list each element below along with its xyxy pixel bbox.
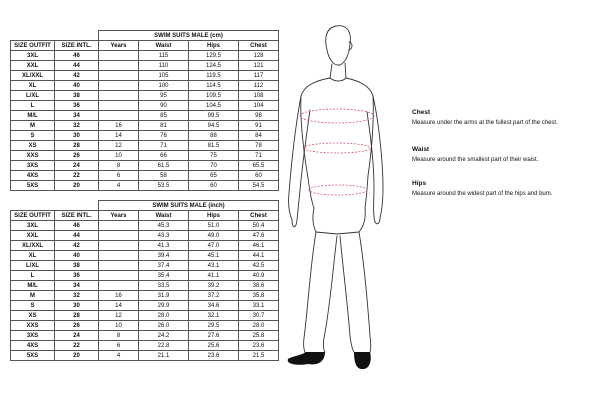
hips-cell: 124.5 <box>189 61 239 71</box>
table-row <box>11 321 279 331</box>
table-row <box>11 61 279 71</box>
waist-cell: 31.9 <box>139 291 189 301</box>
hips-cell: 34.6 <box>189 301 239 311</box>
years-cell: 12 <box>99 311 139 321</box>
size-outfit-cell: 4XS <box>11 341 55 351</box>
column-header: SIZE INTL. <box>55 211 99 221</box>
size-intl-cell: 36 <box>55 101 99 111</box>
hips-cell: 60 <box>189 181 239 191</box>
chest-note-text: Measure under the arms at the fullest part of the chest. <box>412 120 558 126</box>
size-intl-cell: 28 <box>55 311 99 321</box>
size-intl-cell: 24 <box>55 331 99 341</box>
table-header-row <box>11 211 279 221</box>
column-header: Waist <box>139 211 189 221</box>
hips-cell: 32.1 <box>189 311 239 321</box>
waist-cell: 61.5 <box>139 161 189 171</box>
blank-cell <box>55 31 99 41</box>
years-cell: 16 <box>99 291 139 301</box>
hips-cell: 43.1 <box>189 261 239 271</box>
column-header: Chest <box>239 211 279 221</box>
size-intl-cell: 42 <box>55 71 99 81</box>
size-outfit-cell: XL <box>11 81 55 91</box>
chest-note <box>412 109 597 127</box>
table-row <box>11 71 279 81</box>
hips-cell: 99.5 <box>189 111 239 121</box>
chest-cell: 117 <box>239 71 279 81</box>
hips-note-text: Measure around the widest part of the hips and bum. <box>412 191 553 197</box>
chest-cell: 78 <box>239 141 279 151</box>
chest-cell: 46.1 <box>239 241 279 251</box>
size-intl-cell: 20 <box>55 351 99 361</box>
waist-cell: 53.5 <box>139 181 189 191</box>
table-row <box>11 311 279 321</box>
table-row <box>11 331 279 341</box>
hips-cell: 39.2 <box>189 281 239 291</box>
table-row <box>11 101 279 111</box>
waist-note-text: Measure around the smallest part of their waist. <box>412 157 539 163</box>
size-intl-cell: 34 <box>55 281 99 291</box>
size-intl-cell: 22 <box>55 341 99 351</box>
hips-cell: 29.5 <box>189 321 239 331</box>
size-intl-cell: 22 <box>55 171 99 181</box>
chest-cell: 128 <box>239 51 279 61</box>
table-row <box>11 231 279 241</box>
size-intl-cell: 44 <box>55 61 99 71</box>
chest-cell: 65.5 <box>239 161 279 171</box>
column-header: Hips <box>189 211 239 221</box>
size-outfit-cell: 4XS <box>11 171 55 181</box>
size-outfit-cell: S <box>11 301 55 311</box>
chest-cell: 33.1 <box>239 301 279 311</box>
waist-cell: 76 <box>139 131 189 141</box>
waist-cell: 85 <box>139 111 189 121</box>
size-intl-cell: 36 <box>55 271 99 281</box>
size-outfit-cell: XS <box>11 311 55 321</box>
chest-cell: 42.5 <box>239 261 279 271</box>
male-body-outline-icon <box>270 18 406 380</box>
years-cell: 4 <box>99 351 139 361</box>
table-header-row <box>11 41 279 51</box>
size-intl-cell: 32 <box>55 291 99 301</box>
chest-cell: 47.6 <box>239 231 279 241</box>
chest-cell: 40.9 <box>239 271 279 281</box>
chest-cell: 25.8 <box>239 331 279 341</box>
chest-note-title: Chest <box>412 109 431 116</box>
size-intl-cell: 40 <box>55 251 99 261</box>
years-cell <box>99 111 139 121</box>
years-cell: 10 <box>99 151 139 161</box>
table-row <box>11 151 279 161</box>
table-row <box>11 181 279 191</box>
waist-cell: 29.9 <box>139 301 189 311</box>
waist-cell: 22.8 <box>139 341 189 351</box>
years-cell <box>99 241 139 251</box>
chest-cell: 44.1 <box>239 251 279 261</box>
waist-cell: 26.0 <box>139 321 189 331</box>
hips-cell: 75 <box>189 151 239 161</box>
size-intl-cell: 26 <box>55 321 99 331</box>
chest-cell: 35.8 <box>239 291 279 301</box>
waist-note-title: Waist <box>412 146 430 153</box>
size-outfit-cell: M <box>11 121 55 131</box>
hips-cell: 25.6 <box>189 341 239 351</box>
years-cell <box>99 221 139 231</box>
table-title: SWIM SUITS MALE (inch) <box>99 201 279 211</box>
chest-cell: 112 <box>239 81 279 91</box>
column-header: SIZE OUTFIT <box>11 211 55 221</box>
size-intl-cell: 26 <box>55 151 99 161</box>
hips-note <box>412 180 597 198</box>
blank-cell <box>11 201 55 211</box>
years-cell <box>99 101 139 111</box>
size-outfit-cell: M/L <box>11 281 55 291</box>
chest-cell: 54.5 <box>239 181 279 191</box>
table-title-row <box>11 201 279 211</box>
hips-cell: 51.0 <box>189 221 239 231</box>
blank-cell <box>11 31 55 41</box>
size-outfit-cell: M <box>11 291 55 301</box>
waist-cell: 81 <box>139 121 189 131</box>
waist-cell: 24.2 <box>139 331 189 341</box>
hips-cell: 41.1 <box>189 271 239 281</box>
years-cell: 16 <box>99 121 139 131</box>
hips-cell: 81.5 <box>189 141 239 151</box>
hips-cell: 70 <box>189 161 239 171</box>
waist-cell: 115 <box>139 51 189 61</box>
years-cell: 14 <box>99 301 139 311</box>
years-cell: 8 <box>99 161 139 171</box>
waist-cell: 33.5 <box>139 281 189 291</box>
size-outfit-cell: XXL <box>11 231 55 241</box>
table-row <box>11 281 279 291</box>
table-row <box>11 341 279 351</box>
size-outfit-cell: L <box>11 271 55 281</box>
hips-cell: 23.6 <box>189 351 239 361</box>
years-cell: 6 <box>99 341 139 351</box>
years-cell <box>99 251 139 261</box>
size-intl-cell: 38 <box>55 261 99 271</box>
years-cell: 12 <box>99 141 139 151</box>
chest-cell: 38.6 <box>239 281 279 291</box>
waist-cell: 58 <box>139 171 189 181</box>
years-cell: 10 <box>99 321 139 331</box>
size-outfit-cell: L/XL <box>11 91 55 101</box>
hips-cell: 37.2 <box>189 291 239 301</box>
table-row <box>11 261 279 271</box>
size-outfit-cell: M/L <box>11 111 55 121</box>
size-intl-cell: 30 <box>55 301 99 311</box>
waist-cell: 41.3 <box>139 241 189 251</box>
waist-cell: 21.1 <box>139 351 189 361</box>
size-outfit-cell: XL <box>11 251 55 261</box>
size-outfit-cell: S <box>11 131 55 141</box>
table-row <box>11 81 279 91</box>
table-row <box>11 91 279 101</box>
waist-cell: 43.3 <box>139 231 189 241</box>
table-row <box>11 291 279 301</box>
hips-cell: 88 <box>189 131 239 141</box>
years-cell <box>99 281 139 291</box>
hips-cell: 45.1 <box>189 251 239 261</box>
column-header: SIZE INTL. <box>55 41 99 51</box>
size-outfit-cell: 3XL <box>11 51 55 61</box>
size-intl-cell: 30 <box>55 131 99 141</box>
years-cell: 14 <box>99 131 139 141</box>
hips-cell: 129.5 <box>189 51 239 61</box>
size-outfit-cell: 3XS <box>11 331 55 341</box>
size-outfit-cell: XXL <box>11 61 55 71</box>
size-outfit-cell: L/XL <box>11 261 55 271</box>
hips-cell: 119.5 <box>189 71 239 81</box>
size-intl-cell: 46 <box>55 221 99 231</box>
chest-cell: 71 <box>239 151 279 161</box>
waist-cell: 90 <box>139 101 189 111</box>
size-intl-cell: 46 <box>55 51 99 61</box>
size-intl-cell: 28 <box>55 141 99 151</box>
size-outfit-cell: L <box>11 101 55 111</box>
years-cell <box>99 81 139 91</box>
chest-cell: 84 <box>239 131 279 141</box>
size-outfit-cell: XS <box>11 141 55 151</box>
table-row <box>11 221 279 231</box>
chest-cell: 121 <box>239 61 279 71</box>
hips-cell: 114.5 <box>189 81 239 91</box>
table-title-row <box>11 31 279 41</box>
table-row <box>11 141 279 151</box>
chest-cell: 30.7 <box>239 311 279 321</box>
years-cell <box>99 231 139 241</box>
table-row <box>11 301 279 311</box>
years-cell <box>99 261 139 271</box>
years-cell: 6 <box>99 171 139 181</box>
years-cell: 8 <box>99 331 139 341</box>
table-row <box>11 121 279 131</box>
waist-cell: 95 <box>139 91 189 101</box>
waist-cell: 110 <box>139 61 189 71</box>
waist-cell: 45.3 <box>139 221 189 231</box>
years-cell: 4 <box>99 181 139 191</box>
waist-cell: 28.0 <box>139 311 189 321</box>
chest-cell: 23.6 <box>239 341 279 351</box>
chest-cell: 28.0 <box>239 321 279 331</box>
years-cell <box>99 61 139 71</box>
hips-cell: 47.0 <box>189 241 239 251</box>
hips-cell: 94.5 <box>189 121 239 131</box>
column-header: SIZE OUTFIT <box>11 41 55 51</box>
size-intl-cell: 40 <box>55 81 99 91</box>
table-row <box>11 51 279 61</box>
size-table-inch <box>10 200 279 361</box>
table-row <box>11 171 279 181</box>
size-intl-cell: 34 <box>55 111 99 121</box>
size-outfit-cell: 3XL <box>11 221 55 231</box>
size-outfit-cell: XL/XXL <box>11 71 55 81</box>
waist-cell: 39.4 <box>139 251 189 261</box>
waist-cell: 100 <box>139 81 189 91</box>
years-cell <box>99 271 139 281</box>
waist-cell: 105 <box>139 71 189 81</box>
hips-cell: 27.6 <box>189 331 239 341</box>
size-intl-cell: 20 <box>55 181 99 191</box>
table-row <box>11 161 279 171</box>
waist-note <box>412 146 597 164</box>
size-table-cm <box>10 30 279 191</box>
size-outfit-cell: XXS <box>11 151 55 161</box>
hips-cell: 65 <box>189 171 239 181</box>
table-row <box>11 251 279 261</box>
chest-cell: 21.5 <box>239 351 279 361</box>
waist-cell: 66 <box>139 151 189 161</box>
hips-note-title: Hips <box>412 180 427 187</box>
years-cell <box>99 51 139 61</box>
size-outfit-cell: XL/XXL <box>11 241 55 251</box>
size-outfit-cell: 5XS <box>11 351 55 361</box>
size-outfit-cell: 3XS <box>11 161 55 171</box>
blank-cell <box>55 201 99 211</box>
size-outfit-cell: XXS <box>11 321 55 331</box>
table-row <box>11 111 279 121</box>
table-row <box>11 351 279 361</box>
size-intl-cell: 38 <box>55 91 99 101</box>
chest-cell: 98 <box>239 111 279 121</box>
hips-cell: 104.5 <box>189 101 239 111</box>
table-row <box>11 241 279 251</box>
table-row <box>11 131 279 141</box>
chest-cell: 50.4 <box>239 221 279 231</box>
column-header: Waist <box>139 41 189 51</box>
waist-cell: 37.4 <box>139 261 189 271</box>
chest-cell: 104 <box>239 101 279 111</box>
hips-cell: 109.5 <box>189 91 239 101</box>
column-header: Hips <box>189 41 239 51</box>
column-header: Years <box>99 211 139 221</box>
size-intl-cell: 42 <box>55 241 99 251</box>
column-header: Years <box>99 41 139 51</box>
chest-cell: 60 <box>239 171 279 181</box>
size-outfit-cell: 5XS <box>11 181 55 191</box>
size-intl-cell: 44 <box>55 231 99 241</box>
table-title: SWIM SUITS MALE (cm) <box>99 31 279 41</box>
column-header: Chest <box>239 41 279 51</box>
chest-cell: 91 <box>239 121 279 131</box>
size-intl-cell: 24 <box>55 161 99 171</box>
waist-cell: 71 <box>139 141 189 151</box>
table-row <box>11 271 279 281</box>
years-cell <box>99 71 139 81</box>
waist-cell: 35.4 <box>139 271 189 281</box>
chest-cell: 108 <box>239 91 279 101</box>
years-cell <box>99 91 139 101</box>
size-intl-cell: 32 <box>55 121 99 131</box>
hips-cell: 49.0 <box>189 231 239 241</box>
